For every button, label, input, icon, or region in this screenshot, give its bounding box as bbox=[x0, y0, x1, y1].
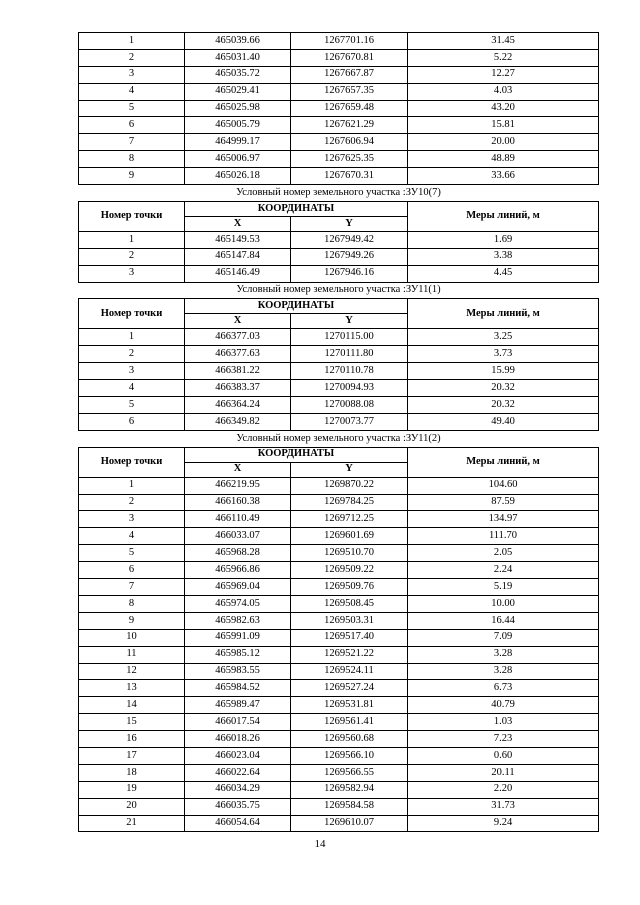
table-row bbox=[79, 33, 599, 50]
y-coordinate-cell: 1269521.22 bbox=[291, 646, 408, 663]
point-number-cell: 4 bbox=[79, 528, 185, 545]
point-number-cell: 16 bbox=[79, 731, 185, 748]
point-number-cell: 4 bbox=[79, 83, 185, 100]
line-measure-cell: 15.81 bbox=[408, 117, 599, 134]
table-row bbox=[79, 83, 599, 100]
point-number-cell: 2 bbox=[79, 49, 185, 66]
point-number-cell: 8 bbox=[79, 595, 185, 612]
table-row bbox=[79, 511, 599, 528]
table-row bbox=[79, 731, 599, 748]
y-coordinate-cell: 1267657.35 bbox=[291, 83, 408, 100]
x-coordinate-cell: 466160.38 bbox=[185, 494, 291, 511]
point-number-cell: 21 bbox=[79, 815, 185, 832]
point-number-header: Номер точки bbox=[79, 447, 185, 477]
parcel-title: Условный номер земельного участка :ЗУ11(2) bbox=[79, 430, 599, 447]
coordinates-header: КООРДИНАТЫ bbox=[185, 447, 408, 462]
y-coordinate-cell: 1269601.69 bbox=[291, 528, 408, 545]
x-coordinate-cell: 466364.24 bbox=[185, 397, 291, 414]
line-measure-cell: 20.00 bbox=[408, 134, 599, 151]
point-number-cell: 15 bbox=[79, 714, 185, 731]
x-coordinate-cell: 465968.28 bbox=[185, 545, 291, 562]
table-row bbox=[79, 346, 599, 363]
y-coordinate-cell: 1267670.31 bbox=[291, 168, 408, 185]
x-coordinate-cell: 466349.82 bbox=[185, 413, 291, 430]
line-measure-cell: 1.03 bbox=[408, 714, 599, 731]
point-number-header: Номер точки bbox=[79, 299, 185, 329]
y-coordinate-cell: 1269712.25 bbox=[291, 511, 408, 528]
line-measure-cell: 31.45 bbox=[408, 33, 599, 50]
x-coordinate-cell: 466034.29 bbox=[185, 781, 291, 798]
line-measure-header: Меры линий, м bbox=[408, 201, 599, 231]
point-number-cell: 2 bbox=[79, 346, 185, 363]
x-header: X bbox=[185, 216, 291, 231]
point-number-cell: 6 bbox=[79, 413, 185, 430]
line-measure-cell: 2.24 bbox=[408, 562, 599, 579]
point-number-cell: 12 bbox=[79, 663, 185, 680]
y-coordinate-cell: 1267621.29 bbox=[291, 117, 408, 134]
table-row bbox=[79, 117, 599, 134]
point-number-cell: 17 bbox=[79, 747, 185, 764]
point-number-cell: 6 bbox=[79, 562, 185, 579]
line-measure-cell: 16.44 bbox=[408, 612, 599, 629]
table-row bbox=[79, 100, 599, 117]
x-coordinate-cell: 466035.75 bbox=[185, 798, 291, 815]
x-coordinate-cell: 466383.37 bbox=[185, 380, 291, 397]
point-number-cell: 7 bbox=[79, 134, 185, 151]
line-measure-cell: 4.45 bbox=[408, 265, 599, 282]
y-coordinate-cell: 1267625.35 bbox=[291, 151, 408, 168]
y-coordinate-cell: 1269784.25 bbox=[291, 494, 408, 511]
point-number-cell: 2 bbox=[79, 494, 185, 511]
x-coordinate-cell: 465974.05 bbox=[185, 595, 291, 612]
line-measure-cell: 5.22 bbox=[408, 49, 599, 66]
table-row bbox=[79, 151, 599, 168]
x-coordinate-cell: 465983.55 bbox=[185, 663, 291, 680]
x-coordinate-cell: 465969.04 bbox=[185, 579, 291, 596]
line-measure-cell: 5.19 bbox=[408, 579, 599, 596]
parcel-title-row bbox=[79, 282, 599, 299]
x-coordinate-cell: 466054.64 bbox=[185, 815, 291, 832]
point-number-cell: 5 bbox=[79, 100, 185, 117]
line-measure-cell: 20.32 bbox=[408, 397, 599, 414]
point-number-cell: 11 bbox=[79, 646, 185, 663]
point-number-cell: 1 bbox=[79, 329, 185, 346]
y-coordinate-cell: 1267949.42 bbox=[291, 231, 408, 248]
y-coordinate-cell: 1269531.81 bbox=[291, 697, 408, 714]
x-coordinate-cell: 464999.17 bbox=[185, 134, 291, 151]
line-measure-cell: 33.66 bbox=[408, 168, 599, 185]
x-coordinate-cell: 466017.54 bbox=[185, 714, 291, 731]
point-number-cell: 3 bbox=[79, 511, 185, 528]
table-row bbox=[79, 781, 599, 798]
y-coordinate-cell: 1269566.55 bbox=[291, 764, 408, 781]
x-coordinate-cell: 465026.18 bbox=[185, 168, 291, 185]
table-row bbox=[79, 595, 599, 612]
x-coordinate-cell: 465989.47 bbox=[185, 697, 291, 714]
point-number-cell: 5 bbox=[79, 545, 185, 562]
table-row bbox=[79, 231, 599, 248]
line-measure-cell: 9.24 bbox=[408, 815, 599, 832]
x-coordinate-cell: 466033.07 bbox=[185, 528, 291, 545]
y-coordinate-cell: 1270073.77 bbox=[291, 413, 408, 430]
x-coordinate-cell: 465035.72 bbox=[185, 66, 291, 83]
parcel-title-row bbox=[79, 430, 599, 447]
y-coordinate-cell: 1267701.16 bbox=[291, 33, 408, 50]
line-measure-cell: 2.20 bbox=[408, 781, 599, 798]
parcel-title: Условный номер земельного участка :ЗУ11(1) bbox=[79, 282, 599, 299]
point-number-cell: 14 bbox=[79, 697, 185, 714]
line-measure-cell: 134.97 bbox=[408, 511, 599, 528]
point-number-cell: 3 bbox=[79, 265, 185, 282]
y-coordinate-cell: 1267667.87 bbox=[291, 66, 408, 83]
y-coordinate-cell: 1269870.22 bbox=[291, 477, 408, 494]
point-number-cell: 18 bbox=[79, 764, 185, 781]
line-measure-cell: 40.79 bbox=[408, 697, 599, 714]
x-coordinate-cell: 466018.26 bbox=[185, 731, 291, 748]
line-measure-cell: 3.25 bbox=[408, 329, 599, 346]
point-number-cell: 3 bbox=[79, 363, 185, 380]
coordinates-header: КООРДИНАТЫ bbox=[185, 201, 408, 216]
point-number-cell: 20 bbox=[79, 798, 185, 815]
x-coordinate-cell: 465985.12 bbox=[185, 646, 291, 663]
table-row bbox=[79, 380, 599, 397]
x-coordinate-cell: 465984.52 bbox=[185, 680, 291, 697]
table-row bbox=[79, 612, 599, 629]
point-number-cell: 8 bbox=[79, 151, 185, 168]
line-measure-cell: 1.69 bbox=[408, 231, 599, 248]
page-number: 14 bbox=[314, 838, 326, 850]
x-coordinate-cell: 466023.04 bbox=[185, 747, 291, 764]
table-row bbox=[79, 397, 599, 414]
line-measure-cell: 10.00 bbox=[408, 595, 599, 612]
line-measure-cell: 20.11 bbox=[408, 764, 599, 781]
y-coordinate-cell: 1267949.26 bbox=[291, 248, 408, 265]
x-coordinate-cell: 465991.09 bbox=[185, 629, 291, 646]
point-number-cell: 4 bbox=[79, 380, 185, 397]
y-coordinate-cell: 1269503.31 bbox=[291, 612, 408, 629]
y-coordinate-cell: 1269508.45 bbox=[291, 595, 408, 612]
table-row bbox=[79, 545, 599, 562]
y-coordinate-cell: 1270094.93 bbox=[291, 380, 408, 397]
line-measure-cell: 3.38 bbox=[408, 248, 599, 265]
table-row bbox=[79, 646, 599, 663]
table-row bbox=[79, 494, 599, 511]
line-measure-cell: 3.73 bbox=[408, 346, 599, 363]
y-coordinate-cell: 1269561.41 bbox=[291, 714, 408, 731]
table-row bbox=[79, 528, 599, 545]
point-number-header: Номер точки bbox=[79, 201, 185, 231]
x-coordinate-cell: 465982.63 bbox=[185, 612, 291, 629]
document-page bbox=[78, 32, 598, 832]
line-measure-cell: 104.60 bbox=[408, 477, 599, 494]
y-coordinate-cell: 1270115.00 bbox=[291, 329, 408, 346]
table-row bbox=[79, 798, 599, 815]
table-row bbox=[79, 329, 599, 346]
x-coordinate-cell: 466022.64 bbox=[185, 764, 291, 781]
table-row bbox=[79, 477, 599, 494]
line-measure-cell: 15.99 bbox=[408, 363, 599, 380]
table-row bbox=[79, 680, 599, 697]
y-coordinate-cell: 1267659.48 bbox=[291, 100, 408, 117]
table-row bbox=[79, 363, 599, 380]
y-coordinate-cell: 1269560.68 bbox=[291, 731, 408, 748]
header-row bbox=[79, 299, 599, 314]
x-coordinate-cell: 465006.97 bbox=[185, 151, 291, 168]
table-row bbox=[79, 663, 599, 680]
table-row bbox=[79, 66, 599, 83]
line-measure-cell: 49.40 bbox=[408, 413, 599, 430]
table-row bbox=[79, 562, 599, 579]
line-measure-cell: 0.60 bbox=[408, 747, 599, 764]
line-measure-cell: 6.73 bbox=[408, 680, 599, 697]
y-coordinate-cell: 1269582.94 bbox=[291, 781, 408, 798]
point-number-cell: 3 bbox=[79, 66, 185, 83]
x-coordinate-cell: 466377.03 bbox=[185, 329, 291, 346]
coordinates-table bbox=[78, 32, 599, 832]
point-number-cell: 9 bbox=[79, 612, 185, 629]
x-coordinate-cell: 465005.79 bbox=[185, 117, 291, 134]
table-row bbox=[79, 248, 599, 265]
y-header: Y bbox=[291, 462, 408, 477]
point-number-cell: 13 bbox=[79, 680, 185, 697]
x-coordinate-cell: 465146.49 bbox=[185, 265, 291, 282]
y-coordinate-cell: 1269524.11 bbox=[291, 663, 408, 680]
table-row bbox=[79, 629, 599, 646]
y-coordinate-cell: 1267606.94 bbox=[291, 134, 408, 151]
point-number-cell: 19 bbox=[79, 781, 185, 798]
table-row bbox=[79, 413, 599, 430]
line-measure-cell: 111.70 bbox=[408, 528, 599, 545]
table-row bbox=[79, 714, 599, 731]
table-row bbox=[79, 697, 599, 714]
y-coordinate-cell: 1267670.81 bbox=[291, 49, 408, 66]
x-coordinate-cell: 466219.95 bbox=[185, 477, 291, 494]
y-coordinate-cell: 1269527.24 bbox=[291, 680, 408, 697]
table-row bbox=[79, 764, 599, 781]
x-coordinate-cell: 465031.40 bbox=[185, 49, 291, 66]
line-measure-cell: 4.03 bbox=[408, 83, 599, 100]
point-number-cell: 1 bbox=[79, 231, 185, 248]
x-coordinate-cell: 465147.84 bbox=[185, 248, 291, 265]
point-number-cell: 5 bbox=[79, 397, 185, 414]
line-measure-cell: 7.23 bbox=[408, 731, 599, 748]
table-row bbox=[79, 168, 599, 185]
x-coordinate-cell: 465029.41 bbox=[185, 83, 291, 100]
line-measure-cell: 87.59 bbox=[408, 494, 599, 511]
x-coordinate-cell: 466110.49 bbox=[185, 511, 291, 528]
y-coordinate-cell: 1270111.80 bbox=[291, 346, 408, 363]
point-number-cell: 7 bbox=[79, 579, 185, 596]
y-coordinate-cell: 1270110.78 bbox=[291, 363, 408, 380]
line-measure-cell: 3.28 bbox=[408, 663, 599, 680]
parcel-title-row bbox=[79, 185, 599, 202]
y-coordinate-cell: 1269610.07 bbox=[291, 815, 408, 832]
line-measure-cell: 7.09 bbox=[408, 629, 599, 646]
point-number-cell: 10 bbox=[79, 629, 185, 646]
coordinates-header: КООРДИНАТЫ bbox=[185, 299, 408, 314]
line-measure-header: Меры линий, м bbox=[408, 299, 599, 329]
x-header: X bbox=[185, 462, 291, 477]
x-header: X bbox=[185, 314, 291, 329]
x-coordinate-cell: 466377.63 bbox=[185, 346, 291, 363]
point-number-cell: 2 bbox=[79, 248, 185, 265]
y-header: Y bbox=[291, 216, 408, 231]
table-row bbox=[79, 815, 599, 832]
point-number-cell: 1 bbox=[79, 33, 185, 50]
point-number-cell: 6 bbox=[79, 117, 185, 134]
y-coordinate-cell: 1269510.70 bbox=[291, 545, 408, 562]
y-coordinate-cell: 1267946.16 bbox=[291, 265, 408, 282]
table-row bbox=[79, 579, 599, 596]
table-row bbox=[79, 747, 599, 764]
x-coordinate-cell: 465966.86 bbox=[185, 562, 291, 579]
point-number-cell: 9 bbox=[79, 168, 185, 185]
line-measure-header: Меры линий, м bbox=[408, 447, 599, 477]
x-coordinate-cell: 465149.53 bbox=[185, 231, 291, 248]
line-measure-cell: 2.05 bbox=[408, 545, 599, 562]
x-coordinate-cell: 465039.66 bbox=[185, 33, 291, 50]
line-measure-cell: 3.28 bbox=[408, 646, 599, 663]
line-measure-cell: 43.20 bbox=[408, 100, 599, 117]
x-coordinate-cell: 465025.98 bbox=[185, 100, 291, 117]
y-coordinate-cell: 1270088.08 bbox=[291, 397, 408, 414]
table-row bbox=[79, 49, 599, 66]
y-coordinate-cell: 1269509.76 bbox=[291, 579, 408, 596]
x-coordinate-cell: 466381.22 bbox=[185, 363, 291, 380]
y-coordinate-cell: 1269509.22 bbox=[291, 562, 408, 579]
table-row bbox=[79, 265, 599, 282]
header-row bbox=[79, 201, 599, 216]
line-measure-cell: 20.32 bbox=[408, 380, 599, 397]
y-coordinate-cell: 1269566.10 bbox=[291, 747, 408, 764]
y-header: Y bbox=[291, 314, 408, 329]
parcel-title: Условный номер земельного участка :ЗУ10(7) bbox=[79, 185, 599, 202]
header-row bbox=[79, 447, 599, 462]
line-measure-cell: 31.73 bbox=[408, 798, 599, 815]
line-measure-cell: 48.89 bbox=[408, 151, 599, 168]
y-coordinate-cell: 1269584.58 bbox=[291, 798, 408, 815]
line-measure-cell: 12.27 bbox=[408, 66, 599, 83]
table-row bbox=[79, 134, 599, 151]
y-coordinate-cell: 1269517.40 bbox=[291, 629, 408, 646]
point-number-cell: 1 bbox=[79, 477, 185, 494]
